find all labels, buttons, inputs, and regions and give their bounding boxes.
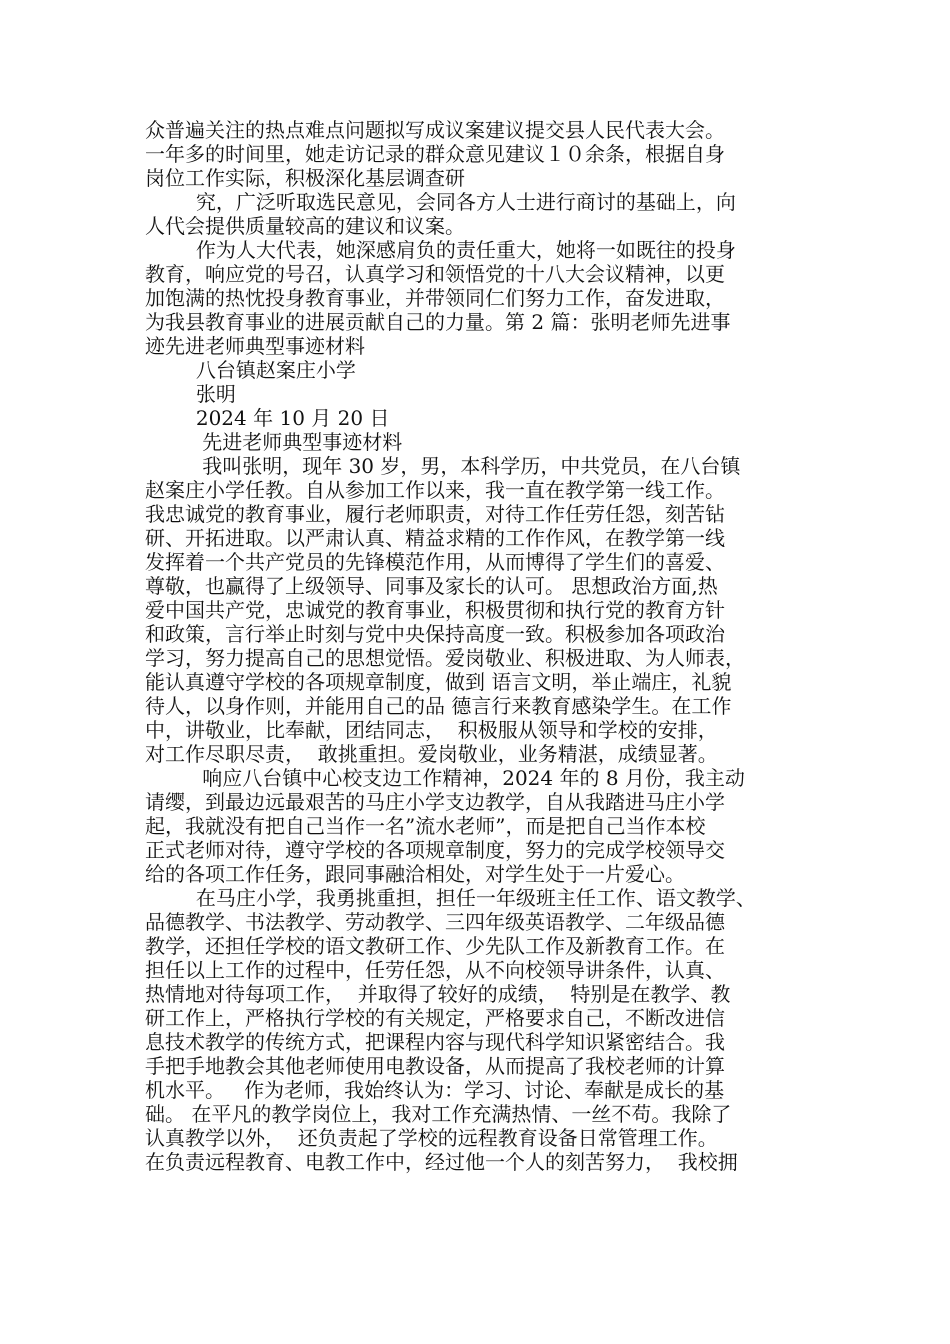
text-line: 先进老师典型事迹材料: [145, 430, 403, 454]
text-line: 品德教学、书法教学、劳动教学、三四年级英语教学、二年级品德: [145, 910, 725, 934]
text-line: 在马庄小学，我勇挑重担，担任一年级班主任工作、语文教学、: [145, 886, 756, 910]
text-line: 和政策，言行举止时刻与党中央保持高度一致。积极参加各项政治: [145, 622, 725, 646]
text-line: 我叫张明，现年 30 岁，男，本科学历，中共党员，在八台镇: [145, 454, 741, 478]
text-line: 中，讲敬业，比奉献，团结同志， 积极服从领导和学校的安排，: [145, 718, 718, 742]
text-line: 作为人大代表，她深感肩负的责任重大，她将一如既往的投身: [145, 238, 736, 262]
text-line: 爱中国共产党，忠诚党的教育事业，积极贯彻和执行党的教育方针: [145, 598, 725, 622]
text-line: 学习，努力提高自己的思想觉悟。爱岗敬业、积极进取、为人师表，: [145, 646, 745, 670]
text-line: 起，我就没有把自己当作一名”流水老师”，而是把自己当作本校: [145, 814, 706, 838]
text-line: 给的各项工作任务，跟同事融洽相处，对学生处于一片爱心。: [145, 862, 685, 886]
text-line: 手把手地教会其他老师使用电教设备，从而提高了我校老师的计算: [145, 1054, 725, 1078]
text-line: 正式老师对待，遵守学校的各项规章制度，努力的完成学校领导交: [145, 838, 725, 862]
text-line: 础。 在平凡的教学岗位上，我对工作充满热情、一丝不苟。我除了: [145, 1102, 732, 1126]
text-line: 为我县教育事业的进展贡献自己的力量。第 2 篇：张明老师先进事: [145, 310, 731, 334]
text-line: 发挥着一个共产党员的先锋模范作用，从而博得了学生们的喜爱、: [145, 550, 725, 574]
text-line: 响应八台镇中心校支边工作精神，2024 年的 8 月份，我主动: [145, 766, 745, 790]
text-line: 八台镇赵案庄小学: [145, 358, 356, 382]
text-line: 研、开拓进取。以严肃认真、精益求精的工作作风，在教学第一线: [145, 526, 725, 550]
text-line: 研工作上，严格执行学校的有关规定，严格要求自己，不断改进信: [145, 1006, 725, 1030]
text-line: 机水平。 作为老师，我始终认为：学习、讨论、奉献是成长的基: [145, 1078, 725, 1102]
text-line: 待人，以身作则，并能用自己的品 德言行来教育感染学生。在工作: [145, 694, 732, 718]
text-line: 息技术教学的传统方式，把课程内容与现代科学知识紧密结合。我: [145, 1030, 725, 1054]
text-line: 迹先进老师典型事迹材料: [145, 334, 365, 358]
text-line: 一年多的时间里，她走访记录的群众意见建议１０余条，根据自身: [145, 142, 725, 166]
text-line: 在负责远程教育、电教工作中，经过他一个人的刻苦努力， 我校拥: [145, 1150, 738, 1174]
text-line: 赵案庄小学任教。自从参加工作以来，我一直在教学第一线工作。: [145, 478, 725, 502]
text-line: 人代会提供质量较高的建议和议案。: [145, 214, 465, 238]
text-line: 尊敬，也赢得了上级领导、同事及家长的认可。 思想政治方面,热: [145, 574, 718, 598]
text-line: 教育，响应党的号召，认真学习和领悟党的十八大会议精神，以更: [145, 262, 725, 286]
text-line: 张明: [145, 382, 236, 406]
text-line: 加饱满的热忱投身教育事业，并带领同仁们努力工作，奋发进取，: [145, 286, 725, 310]
text-line: 众普遍关注的热点难点问题拟写成议案建议提交县人民代表大会。: [145, 118, 725, 142]
text-line: 热情地对待每项工作， 并取得了较好的成绩， 特别是在教学、教: [145, 982, 731, 1006]
document-body: [145, 118, 825, 1174]
text-line: 我忠诚党的教育事业，履行老师职责，对待工作任劳任怨，刻苦钻: [145, 502, 725, 526]
text-line: 岗位工作实际，积极深化基层调查研: [145, 166, 465, 190]
text-line: 2024 年 10 月 20 日: [145, 406, 390, 430]
text-line: 教学，还担任学校的语文教研工作、少先队工作及新教育工作。在: [145, 934, 725, 958]
text-line: 对工作尽职尽责， 敢挑重担。爱岗敬业，业务精湛，成绩显著。: [145, 742, 718, 766]
text-line: 究，广泛听取选民意见，会同各方人士进行商讨的基础上，向: [145, 190, 736, 214]
text-line: 担任以上工作的过程中，任劳任怨，从不向校领导讲条件，认真、: [145, 958, 725, 982]
text-line: 认真教学以外， 还负责起了学校的远程教育设备日常管理工作。: [145, 1126, 718, 1150]
text-line: 能认真遵守学校的各项规章制度，做到 语言文明，举止端庄，礼貌: [145, 670, 732, 694]
text-line: 请缨，到最边远最艰苦的马庄小学支边教学，自从我踏进马庄小学: [145, 790, 725, 814]
